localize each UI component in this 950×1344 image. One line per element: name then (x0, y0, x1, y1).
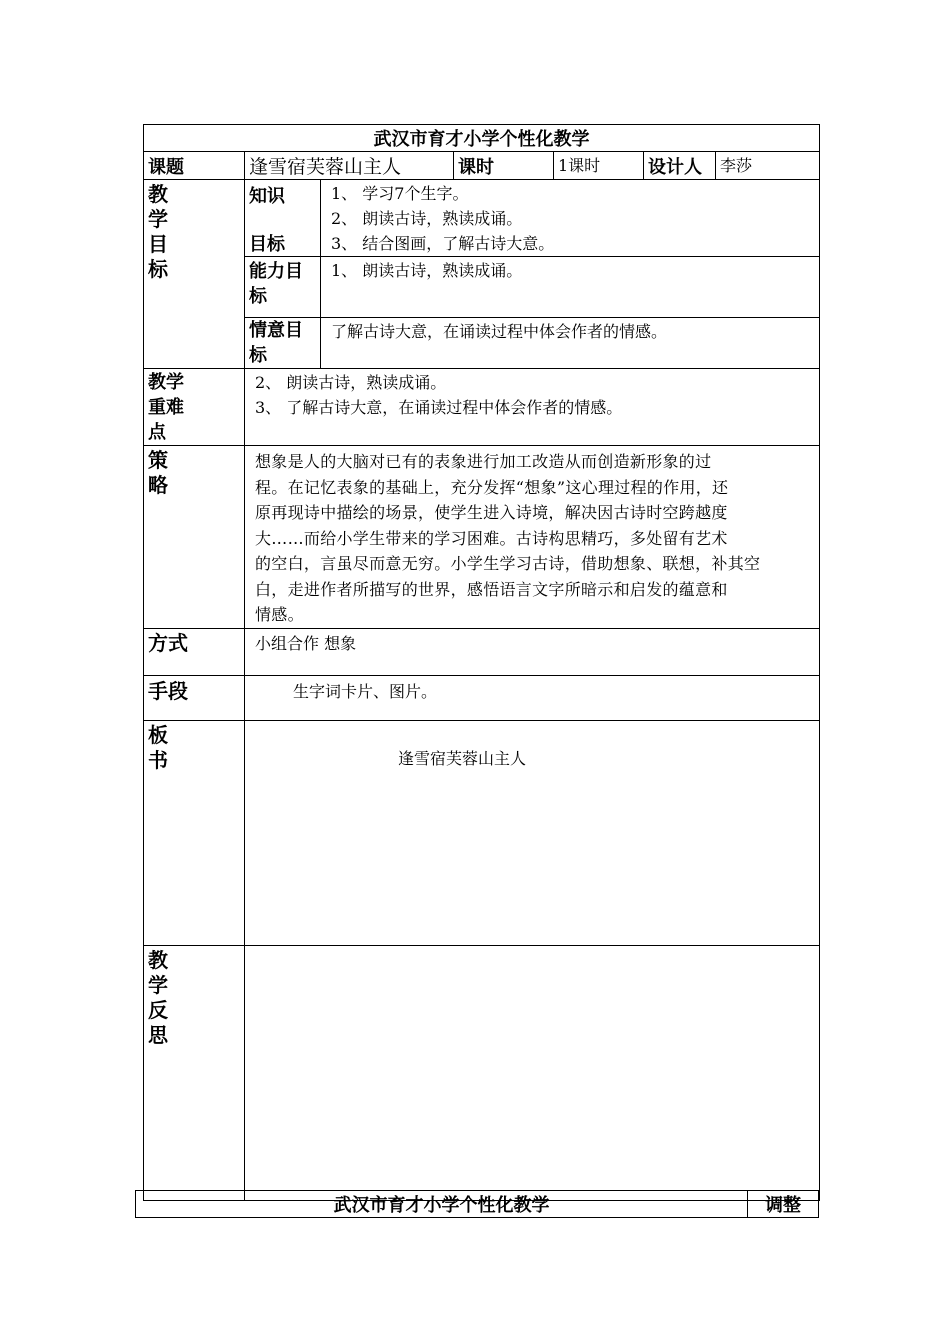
key-points-list (245, 369, 820, 446)
footer-title: 武汉市育才小学个性化教学 (136, 1191, 748, 1218)
topic-value: 逢雪宿芙蓉山主人 (245, 152, 454, 180)
method-text: 小组合作 想象 (245, 628, 820, 675)
emotion-goal-text: 了解古诗大意，在诵读过程中体会作者的情感。 (321, 318, 820, 369)
adjust-label: 调整 (748, 1191, 819, 1218)
period-value: 1课时 (554, 152, 644, 180)
board-text: 逢雪宿芙蓉山主人 (245, 720, 820, 945)
strategy-text: 想象是人的大脑对已有的表象进行加工改造从而创造新形象的过 程。在记忆表象的基础上，充分发挥“想象”这心理过程的作用，还 原再现诗中描绘的场景，使学生进入诗境，解决因古诗时空跨越度 大……而给小学生带来的学习困难。古诗构思精巧，多处留有艺术 的空白，言虽尽而意无穷。小学生学习古诗，借助想象、联想，补其空 白，走进作者所描写的世界，感悟语言文字所暗示和启发的蕴意和 情感。 (245, 446, 820, 629)
means-label: 手段 (144, 675, 245, 720)
period-label: 课时 (454, 152, 554, 180)
means-text: 生字词卡片、图片。 (245, 675, 820, 720)
reflection-content (245, 945, 820, 1200)
goals-label: 教 学 目 标 (144, 180, 245, 369)
footer-table (135, 1190, 819, 1218)
table-title: 武汉市育才小学个性化教学 (144, 125, 820, 152)
key-points-label: 教学 重难 点 (144, 369, 245, 446)
list-item: 1、 朗读古诗，熟读成诵。 (331, 261, 523, 280)
ability-goal-list (321, 257, 820, 318)
reflection-label: 教 学 反 思 (144, 945, 245, 1200)
list-item: 3、 结合图画，了解古诗大意。 (331, 234, 555, 253)
board-label: 板 书 (144, 720, 245, 945)
designer-label: 设计人 (644, 152, 716, 180)
strategy-label: 策 略 (144, 446, 245, 629)
knowledge-goal-label: 知识 目标 (245, 180, 321, 257)
designer-value: 李莎 (716, 152, 820, 180)
list-item: 2、 朗读古诗，熟读成诵。 (331, 209, 523, 228)
method-label: 方式 (144, 628, 245, 675)
list-item: 2、 朗读古诗，熟读成诵。 (255, 373, 447, 392)
list-item: 1、 学习7个生字。 (331, 184, 469, 203)
knowledge-goal-list (321, 180, 820, 257)
list-item: 3、 了解古诗大意，在诵读过程中体会作者的情感。 (255, 398, 623, 417)
topic-label: 课题 (144, 152, 245, 180)
ability-goal-label: 能力目 标 (245, 257, 321, 318)
lesson-plan-table (143, 124, 820, 1201)
emotion-goal-label: 情意目 标 (245, 318, 321, 369)
